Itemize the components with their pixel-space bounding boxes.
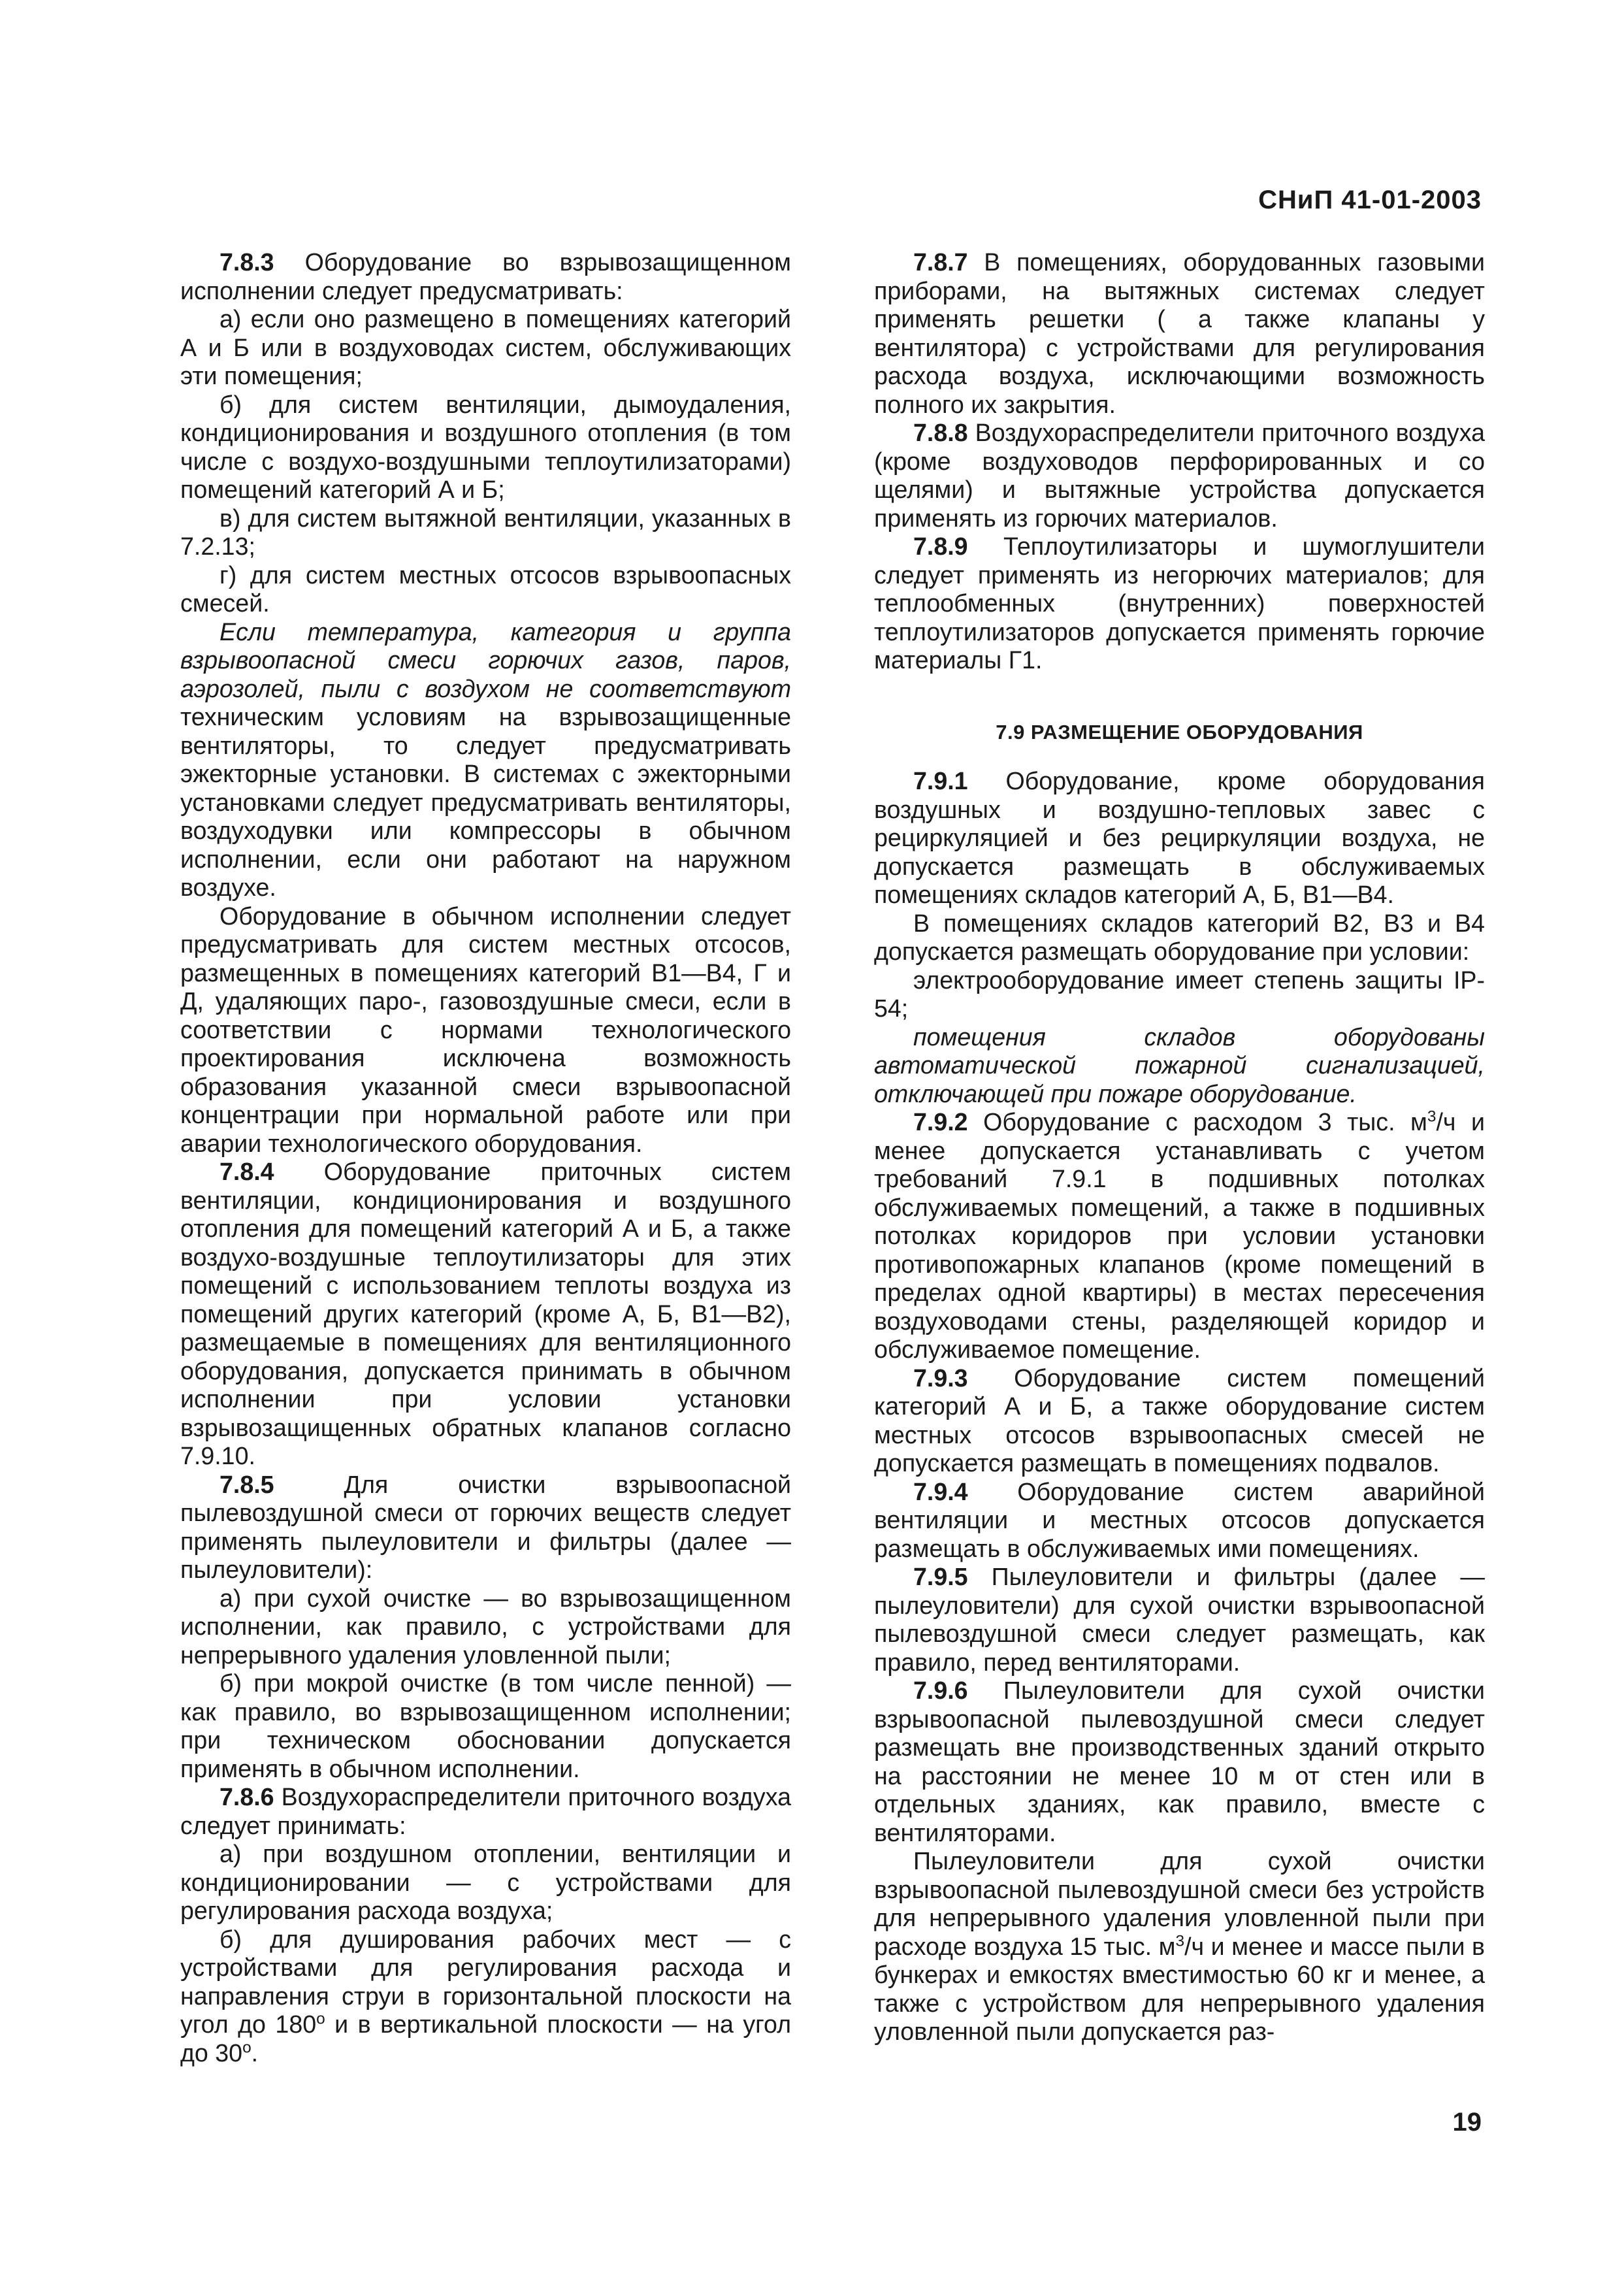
paragraph-7-8-6: [180, 1783, 791, 1840]
clause-text: Оборудование приточных систем вентиляции, кондиционирования и воздушного отопления для помещений категорий А и Б, а также воздухо-воздушные теплоутилизаторы для этих помещений с использованием теплоты воздуха из помещений других категорий (кроме А, Б, В1—В2), размещаемые в помещениях для вентиляционного оборудования, допускается принимать в обычном исполнении при условии установки взрывозащищенных обратных клапанов согласно 7.9.10.: [180, 1158, 791, 1469]
clause-text: Воздухораспределители приточного воздуха (кроме воздуховодов перфорированных и со щелями) и вытяжные устройства допускается применять из горючих материалов.: [874, 419, 1485, 532]
paragraph-7-8-4: [180, 1158, 791, 1471]
paragraph-7-8-3: [180, 248, 791, 305]
clause-number: 7.8.9: [913, 533, 968, 560]
page-number: 19: [1452, 2108, 1482, 2137]
clause-text: Воздухораспределители приточного воздуха следует принимать:: [180, 1783, 791, 1839]
left-column: [180, 248, 791, 2067]
paragraph-7-8-8: [874, 419, 1485, 533]
list-item-a: а) при воздушном отоплении, вентиляции и кондиционировании — с устройствами для регулирования расхода воздуха;: [180, 1840, 791, 1924]
text-segment: б) для душирования рабочих мест — с устройствами для регулирования расхода и направления струи в горизонтальной плоскости на угол до 180: [180, 1925, 791, 2038]
paragraph-ip-rating: электрооборудование имеет степень защиты IP-54;: [874, 966, 1485, 1022]
text-segment: Пылеуловители для сухой очистки взрывоопасной пылевоздушной смеси без устройств для непрерывного удаления уловленной пыли при расходе воздуха 15 тыс. м: [874, 1847, 1485, 1960]
right-column: [874, 248, 1485, 2046]
clause-text: Пылеуловители для сухой очистки взрывоопасной пылевоздушной смеси следует размещать вне производственных зданий открыто на расстоянии не менее 10 м от стен или в отдельных зданиях, как правило, вместе с вентиляторами.: [874, 1677, 1485, 1846]
list-item-b: б) для систем вентиляции, дымоудаления, кондиционирования и воздушного отопления (в том числе с воздухо-воздушными теплоутилизаторами) помещений категорий А и Б;: [180, 390, 791, 503]
list-item-a: а) если оно размещено в помещениях категорий А и Б или в воздуховодах систем, обслуживающих эти помещения;: [180, 305, 791, 389]
document-code: СНиП 41-01-2003: [1258, 186, 1482, 214]
clause-number: 7.9.1: [913, 767, 968, 795]
text-segment: Оборудование с расходом 3 тыс. м: [967, 1108, 1427, 1136]
paragraph-7-9-2: [874, 1108, 1485, 1364]
paragraph-7-9-1: [874, 767, 1485, 909]
paragraph-7-9-3: [874, 1364, 1485, 1478]
clause-text: Пылеуловители и фильтры (далее — пылеуловители) для сухой очистки взрывоопасной пылевоздушной смеси следует размещать, как правило, перед вентиляторами.: [874, 1563, 1485, 1676]
superscript: 3: [1427, 1107, 1437, 1126]
paragraph-7-8-9: [874, 533, 1485, 675]
text-segment: и в вертикальной плоскости — на угол до 30: [180, 2010, 791, 2067]
list-item-b: [180, 1925, 791, 2068]
paragraph-7-8-7: [874, 248, 1485, 419]
clause-number: 7.9.4: [913, 1477, 968, 1505]
list-item-v: в) для систем вытяжной вентиляции, указанных в 7.2.13;: [180, 504, 791, 560]
degree-sup: о: [242, 2038, 252, 2056]
superscript: 3: [1175, 1931, 1185, 1950]
section-title: 7.9 РАЗМЕЩЕНИЕ ОБОРУДОВАНИЯ: [996, 720, 1363, 744]
clause-text: Для очистки взрывоопасной пылевоздушной смеси от горючих веществ следует применять пылеуловители и фильтры (далее — пылеуловители):: [180, 1470, 791, 1583]
list-item-g: г) для систем местных отсосов взрывоопасных смесей.: [180, 561, 791, 617]
text-segment: .: [251, 2039, 259, 2067]
paragraph-text: техническим условиям на взрывозащищенные вентиляторы, то следует предусматривать эжекторные установки. В системах с эжекторными установками следует предусматривать вентиляторы, воздуходувки или компрессоры в обычном исполнении, если они работают на наружном воздухе.: [180, 703, 791, 901]
clause-text: Теплоутилизаторы и шумоглушители следует применять из негорючих материалов; для теплообменных (внутренних) поверхностей теплоутилизаторов допускается применять горючие материалы Г1.: [874, 533, 1485, 674]
list-item-a: а) при сухой очистке — во взрывозащищенном исполнении, как правило, с устройствами для непрерывного удаления уловленной пыли;: [180, 1584, 791, 1669]
paragraph-dust-collectors: [874, 1847, 1485, 2046]
clause-number: 7.8.5: [219, 1470, 274, 1498]
paragraph-warehouse: В помещениях складов категорий В2, В3 и В4 допускается размещать оборудование при условии:: [874, 909, 1485, 965]
clause-number: 7.8.8: [913, 419, 968, 446]
paragraph-7-8-5: [180, 1471, 791, 1584]
clause-number: 7.8.3: [219, 248, 274, 276]
italic-text: Если температура, категория и группа взрывоопасной смеси горючих газов, паров, аэрозолей, пыли с воздухом не соответствуют: [180, 617, 791, 702]
text-segment: /ч и менее допускается устанавливать с учетом требований 7.9.1 в подшивных потолках обслуживаемых помещений, а также в подшивных потолках коридоров при условии установки противопожарных клапанов (кроме помещений в пределах одной квартиры) в местах пересечения воздуховодами стены, разделяющей коридор и обслуживаемое помещение.: [874, 1108, 1486, 1363]
paragraph-7-9-6: [874, 1677, 1485, 1847]
clause-number: 7.9.6: [913, 1677, 968, 1704]
paragraph-7-9-5: [874, 1563, 1485, 1677]
clause-text: Оборудование систем аварийной вентиляции и местных отсосов допускается размещать в обслуживаемых ими помещениях.: [874, 1477, 1485, 1562]
clause-text: Оборудование систем помещений категорий А и Б, а также оборудование систем местных отсосов взрывоопасных смесей не допускается размещать в помещениях подвалов.: [874, 1364, 1485, 1477]
clause-number: 7.9.5: [913, 1563, 968, 1590]
clause-text: В помещениях, оборудованных газовыми приборами, на вытяжных системах следует применять решетки ( а также клапаны у вентилятора) с устройствами для регулирования расхода воздуха, исключающими возможность полного их закрытия.: [874, 248, 1485, 418]
paragraph-ejector: [180, 618, 791, 902]
degree-sup: о: [316, 2010, 325, 2028]
list-item-b: б) при мокрой очистке (в том числе пенной) — как правило, во взрывозащищенном исполнении; при техническом обосновании допускается применять в обычном исполнении.: [180, 1669, 791, 1782]
clause-text: Оборудование, кроме оборудования воздушных и воздушно-тепловых завес с рециркуляцией и без рециркуляции воздуха, не допускается размещать в обслуживаемых помещениях складов категорий А, Б, В1—В4.: [874, 767, 1485, 908]
paragraph-7-9-4: [874, 1478, 1485, 1564]
text-segment: /ч и менее и массе пыли в бункерах и емкостях вместимостью 60 кг и менее, а также с устройством для непрерывного удаления уловленной пыли допускается раз-: [874, 1932, 1485, 2045]
paragraph-fire-alarm: помещения складов оборудованы автоматической пожарной сигнализацией, отключающей при пожаре оборудование.: [874, 1023, 1485, 1107]
clause-number: 7.9.2: [913, 1108, 968, 1136]
paragraph-normal-design: Оборудование в обычном исполнении следует предусматривать для систем местных отсосов, размещенных в помещениях категорий В1—В4, Г и Д, удаляющих паро-, газовоздушные смеси, если в соответствии с нормами технологического проектирования исключена возможность образования указанной смеси взрывоопасной концентрации при нормальной работе или при аварии технологического оборудования.: [180, 902, 791, 1157]
clause-text: Оборудование во взрывозащищенном исполнении следует предусматривать:: [180, 248, 791, 304]
clause-number: 7.8.6: [219, 1783, 274, 1811]
clause-number: 7.8.4: [219, 1158, 274, 1185]
clause-number: 7.8.7: [913, 248, 968, 276]
clause-number: 7.9.3: [913, 1364, 968, 1392]
